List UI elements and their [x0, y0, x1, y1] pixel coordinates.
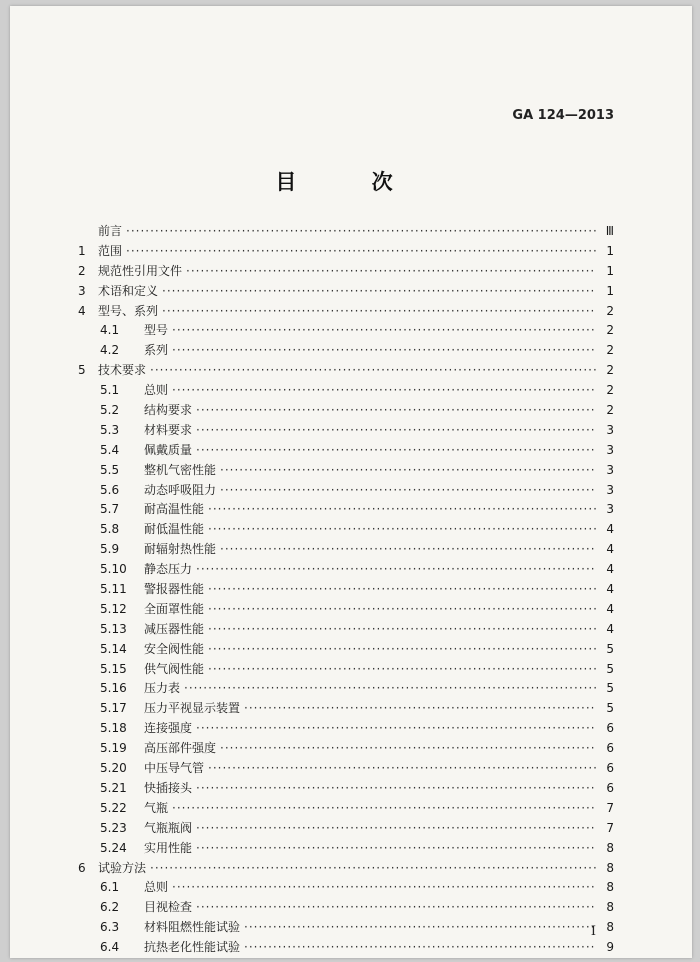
toc-entry-title: 气瓶瓶阀: [144, 820, 193, 835]
toc-entry: [78, 739, 614, 759]
dot-leader: [126, 222, 596, 242]
toc-entry-page: 2: [606, 343, 614, 358]
toc-entry: [78, 282, 614, 302]
dot-leader: [208, 580, 596, 600]
toc-entry-title: 耐高温性能: [144, 502, 205, 517]
dot-leader: [196, 421, 596, 441]
toc-entry-title: 型号、系列: [98, 303, 159, 318]
toc-entry-number: 5.10: [100, 562, 127, 577]
toc-entry-page: 5: [606, 661, 614, 676]
toc-entry-number: 5.24: [100, 840, 127, 855]
toc-entry-number: 5.9: [100, 542, 120, 557]
toc-entry: [78, 679, 614, 699]
dot-leader: [172, 878, 596, 898]
toc-entry: [78, 361, 614, 381]
toc-entry-title: 减压器性能: [144, 621, 205, 636]
toc-entry-number: 6.3: [100, 920, 120, 935]
toc-entry: [78, 719, 614, 739]
toc-entry-page: 8: [606, 920, 614, 935]
toc-entry-number: 5.14: [100, 641, 127, 656]
toc-entry-page: 6: [606, 721, 614, 736]
toc-entry-title: 整机气密性能: [144, 462, 217, 477]
toc-entry-page: 1: [606, 263, 614, 278]
dot-leader: [208, 620, 596, 640]
toc-entry-title: 结构要求: [144, 403, 193, 418]
toc-entry-page: 3: [606, 462, 614, 477]
toc-entry-number: 5.6: [100, 482, 120, 497]
toc-entry-title: 高压部件强度: [144, 741, 217, 756]
toc-entry: [78, 540, 614, 560]
dot-leader: [186, 262, 596, 282]
toc-entry-page: 5: [606, 681, 614, 696]
toc-entry-page: 2: [606, 363, 614, 378]
toc-entry: [78, 302, 614, 322]
toc-entry-page: 2: [606, 323, 614, 338]
toc-entry-page: 4: [606, 582, 614, 597]
toc-entry-title: 材料要求: [144, 422, 193, 437]
toc-entry: [78, 878, 614, 898]
dot-leader: [208, 759, 596, 779]
toc-entry-title: 系列: [144, 343, 169, 358]
dot-leader: [196, 779, 596, 799]
toc-entry-title: 压力表: [144, 681, 181, 696]
toc-entry-page: 2: [606, 303, 614, 318]
toc-entry-title: 技术要求: [98, 363, 147, 378]
toc-entry-title: 安全阀性能: [144, 641, 205, 656]
toc-entry-title: 实用性能: [144, 840, 193, 855]
toc-entry-title: 试验方法: [98, 860, 147, 875]
dot-leader: [196, 819, 596, 839]
toc-entry: [78, 481, 614, 501]
toc-title: 目 次: [275, 170, 427, 194]
toc-entry-number: 5.16: [100, 681, 127, 696]
dot-leader: [244, 918, 596, 938]
toc-entry-title: 静态压力: [144, 562, 193, 577]
page-number: I: [590, 924, 596, 939]
toc-entry: [78, 898, 614, 918]
dot-leader: [162, 302, 596, 322]
dot-leader: [208, 600, 596, 620]
dot-leader: [172, 321, 596, 341]
toc-entry: [78, 321, 614, 341]
toc-entry-number: 6.2: [100, 900, 120, 915]
dot-leader: [150, 361, 596, 381]
dot-leader: [196, 560, 596, 580]
dot-leader: [220, 739, 596, 759]
toc-entry-number: 5.2: [100, 403, 120, 418]
toc-entry-title: 范围: [98, 243, 123, 258]
toc-entry-number: 5.22: [100, 800, 127, 815]
toc-entry: [78, 580, 614, 600]
toc-entry-page: 7: [606, 820, 614, 835]
toc-entry-number: 3: [78, 283, 86, 298]
toc-entry: [78, 819, 614, 839]
dot-leader: [126, 242, 596, 262]
toc-entry: [78, 500, 614, 520]
toc-entry-page: 5: [606, 701, 614, 716]
toc-entry-page: 2: [606, 403, 614, 418]
toc-entry-page: 8: [606, 840, 614, 855]
toc-entry: [78, 699, 614, 719]
toc-entry-number: 6: [78, 860, 86, 875]
toc-entry-title: 佩戴质量: [144, 442, 193, 457]
toc-entry: [78, 600, 614, 620]
toc-entry-number: 5.11: [100, 582, 127, 597]
dot-leader: [208, 500, 596, 520]
dot-leader: [162, 282, 596, 302]
toc-entry-number: 4.1: [100, 323, 120, 338]
toc-entry-title: 连接强度: [144, 721, 193, 736]
table-of-contents: [78, 222, 614, 958]
dot-leader: [172, 341, 596, 361]
toc-entry: [78, 421, 614, 441]
toc-entry: [78, 660, 614, 680]
toc-entry-page: 5: [606, 641, 614, 656]
dot-leader: [150, 859, 596, 879]
dot-leader: [208, 640, 596, 660]
document-page: [10, 6, 692, 958]
toc-entry: [78, 441, 614, 461]
dot-leader: [208, 660, 596, 680]
toc-entry-title: 快插接头: [144, 780, 193, 795]
toc-entry: [78, 640, 614, 660]
toc-entry: [78, 779, 614, 799]
toc-entry-page: 3: [606, 442, 614, 457]
toc-entry-number: 5.12: [100, 601, 127, 616]
toc-entry-title: 全面罩性能: [144, 601, 205, 616]
dot-leader: [196, 441, 596, 461]
toc-entry-page: 7: [606, 800, 614, 815]
toc-entry-title: 气瓶: [144, 800, 169, 815]
toc-entry: [78, 799, 614, 819]
toc-entry: [78, 620, 614, 640]
toc-entry: [78, 520, 614, 540]
dot-leader: [244, 938, 596, 958]
toc-entry-number: 5.17: [100, 701, 127, 716]
toc-entry-title: 目视检查: [144, 900, 193, 915]
dot-leader: [220, 461, 596, 481]
toc-entry-number: 4: [78, 303, 86, 318]
toc-entry-title: 总则: [144, 880, 169, 895]
toc-entry-title: 供气阀性能: [144, 661, 205, 676]
dot-leader: [184, 679, 596, 699]
toc-entry-page: Ⅲ: [605, 224, 614, 238]
toc-entry-number: 5.4: [100, 442, 120, 457]
dot-leader: [172, 799, 596, 819]
toc-entry-page: 8: [606, 900, 614, 915]
toc-entry-number: 5.13: [100, 621, 127, 636]
toc-entry-number: 5.20: [100, 761, 127, 776]
toc-entry-title: 中压导气管: [144, 761, 205, 776]
dot-leader: [172, 381, 596, 401]
toc-entry: [78, 242, 614, 262]
toc-entry-number: 5.18: [100, 721, 127, 736]
toc-entry-number: 6.1: [100, 880, 120, 895]
toc-entry-page: 9: [606, 940, 614, 955]
toc-entry: [78, 222, 614, 242]
dot-leader: [220, 481, 596, 501]
toc-entry: [78, 381, 614, 401]
dot-leader: [220, 540, 596, 560]
toc-entry-title: 耐辐射热性能: [144, 542, 217, 557]
toc-entry-title: 术语和定义: [98, 283, 159, 298]
toc-entry: [78, 918, 614, 938]
toc-entry-title: 警报器性能: [144, 582, 205, 597]
toc-entry-title: 总则: [144, 383, 169, 398]
toc-entry-number: 5.23: [100, 820, 127, 835]
toc-entry-number: 5.3: [100, 422, 120, 437]
standard-code: GA 124—2013: [512, 108, 614, 123]
toc-entry-number: 5.15: [100, 661, 127, 676]
toc-entry-page: 4: [606, 601, 614, 616]
toc-entry: [78, 560, 614, 580]
toc-entry-title: 规范性引用文件: [98, 263, 183, 278]
toc-entry-title: 前言: [98, 224, 123, 238]
toc-entry-number: 2: [78, 263, 86, 278]
dot-leader: [196, 898, 596, 918]
toc-entry-page: 8: [606, 880, 614, 895]
toc-entry-page: 4: [606, 542, 614, 557]
toc-entry: [78, 938, 614, 958]
toc-entry-number: 6.4: [100, 940, 120, 955]
dot-leader: [208, 520, 596, 540]
toc-entry-page: 4: [606, 562, 614, 577]
dot-leader: [196, 839, 596, 859]
toc-entry-number: 5.7: [100, 502, 120, 517]
toc-entry-page: 1: [606, 243, 614, 258]
toc-entry-number: 5.8: [100, 522, 120, 537]
toc-entry: [78, 401, 614, 421]
toc-entry: [78, 341, 614, 361]
dot-leader: [196, 401, 596, 421]
toc-entry: [78, 262, 614, 282]
toc-entry-page: 1: [606, 283, 614, 298]
toc-entry: [78, 461, 614, 481]
toc-entry-page: 4: [606, 621, 614, 636]
toc-entry-number: 5.5: [100, 462, 120, 477]
toc-entry-title: 材料阻燃性能试验: [144, 920, 241, 935]
toc-entry-number: 5.21: [100, 780, 127, 795]
toc-entry-page: 4: [606, 522, 614, 537]
toc-entry-page: 6: [606, 761, 614, 776]
toc-entry-number: 1: [78, 243, 86, 258]
dot-leader: [196, 719, 596, 739]
toc-entry: [78, 759, 614, 779]
toc-entry-title: 型号: [144, 323, 169, 338]
toc-entry-page: 6: [606, 741, 614, 756]
toc-entry-number: 5.19: [100, 741, 127, 756]
toc-entry-page: 2: [606, 383, 614, 398]
toc-entry-title: 压力平视显示装置: [144, 701, 241, 716]
toc-entry-page: 8: [606, 860, 614, 875]
toc-entry-page: 3: [606, 502, 614, 517]
toc-entry-page: 3: [606, 482, 614, 497]
toc-entry: [78, 839, 614, 859]
toc-entry-title: 耐低温性能: [144, 522, 205, 537]
toc-entry-number: 5.1: [100, 383, 120, 398]
toc-entry-title: 动态呼吸阻力: [144, 482, 217, 497]
dot-leader: [244, 699, 596, 719]
toc-entry-number: 4.2: [100, 343, 120, 358]
toc-entry-number: 5: [78, 363, 86, 378]
toc-entry: [78, 859, 614, 879]
toc-entry-title: 抗热老化性能试验: [144, 940, 241, 955]
toc-entry-page: 6: [606, 780, 614, 795]
toc-entry-page: 3: [606, 422, 614, 437]
